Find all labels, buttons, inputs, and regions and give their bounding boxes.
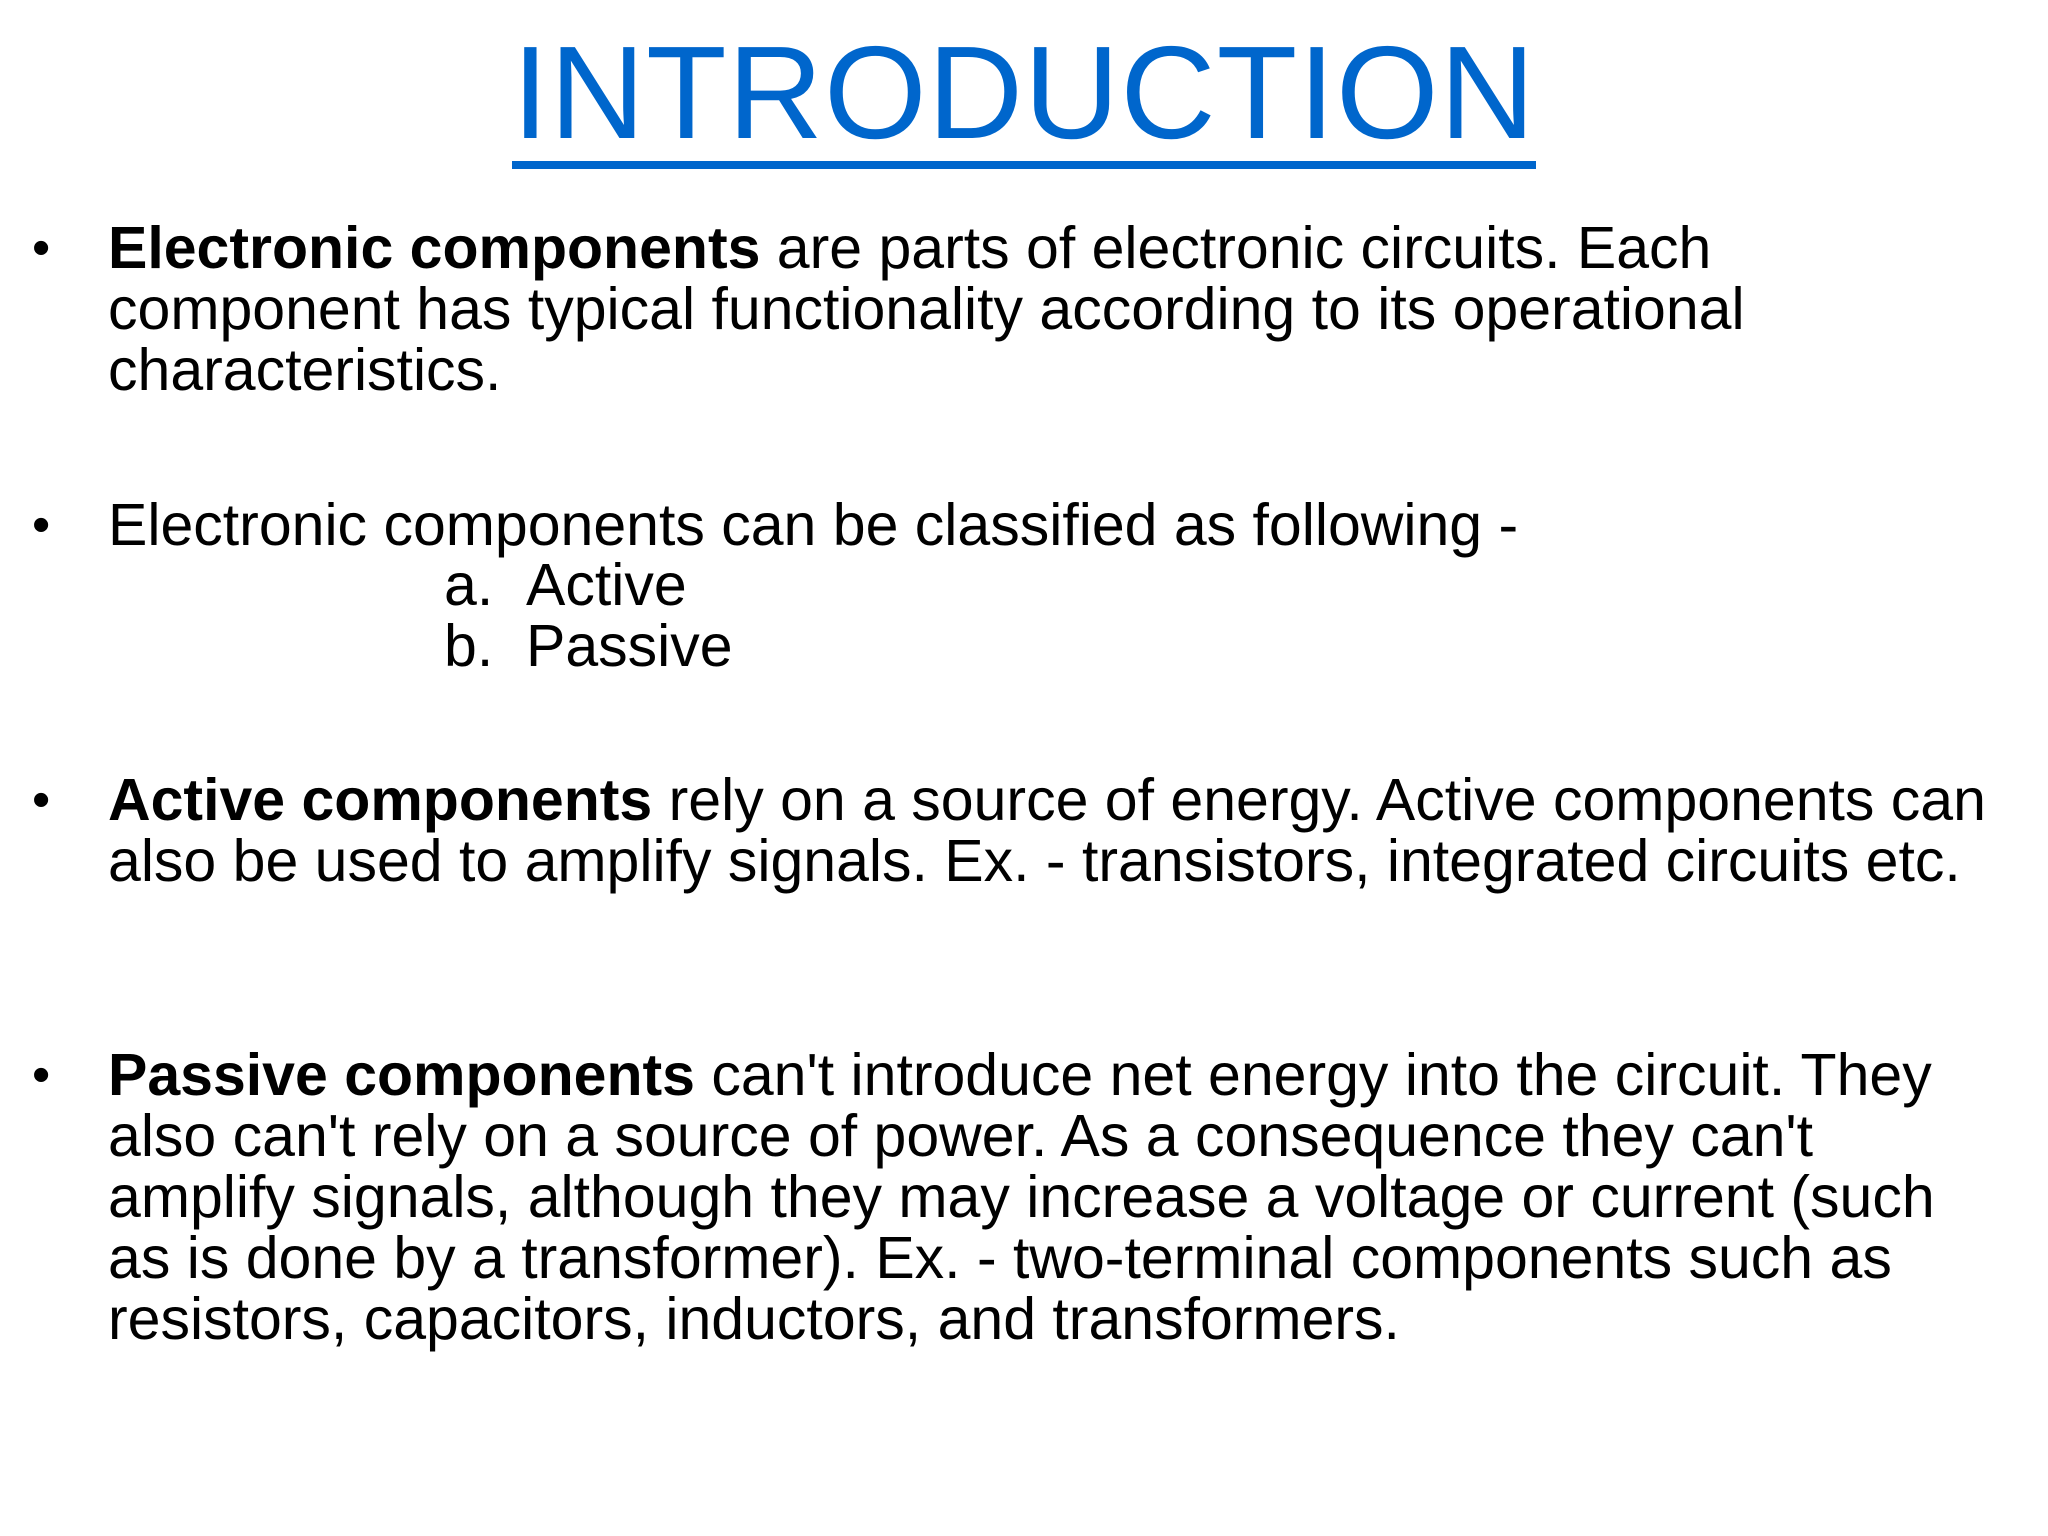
bullet-item-passive-components: [32, 1042, 1978, 1352]
bullet-text: are parts of electronic circuits. Each component has typical functionality according to its operational characteristics.: [108, 215, 1745, 403]
bullet-dot-icon: •: [32, 771, 51, 829]
bullet-item-classification: [32, 492, 2028, 558]
bullet-item-electronic-components: [32, 215, 1868, 403]
list-label: Passive: [526, 613, 733, 679]
bullet-dot-icon: •: [32, 219, 51, 277]
slide-title: [0, 18, 2048, 169]
bullet-bold-term: Active components: [108, 767, 653, 833]
title-text: INTRODUCTION: [512, 29, 1536, 169]
list-letter: b.: [444, 613, 494, 679]
bullet-dot-icon: •: [32, 1046, 51, 1104]
bullet-text: rely on a source of energy. Active components can also be used to amplify signals. Ex. - transistors, integrated circuits etc.: [108, 767, 1986, 894]
bullet-bold-term: Electronic components: [108, 215, 761, 281]
bullet-dot-icon: •: [32, 496, 51, 554]
bullet-item-active-components: [32, 767, 2028, 894]
bullet-text: Electronic components can be classified as following -: [108, 492, 1519, 558]
list-label: Active: [526, 552, 687, 618]
classification-item-passive: [444, 613, 733, 679]
classification-item-active: [444, 552, 687, 618]
list-letter: a.: [444, 552, 494, 618]
bullet-text: can't introduce net energy into the circuit. They also can't rely on a source of power. As a consequence they can't amplify signals, although they may increase a voltage or current (such as is done by a transformer). Ex. - two-terminal components such as resistors, capacitors, inductors, and transformers.: [108, 1042, 1935, 1352]
bullet-bold-term: Passive components: [108, 1042, 695, 1108]
